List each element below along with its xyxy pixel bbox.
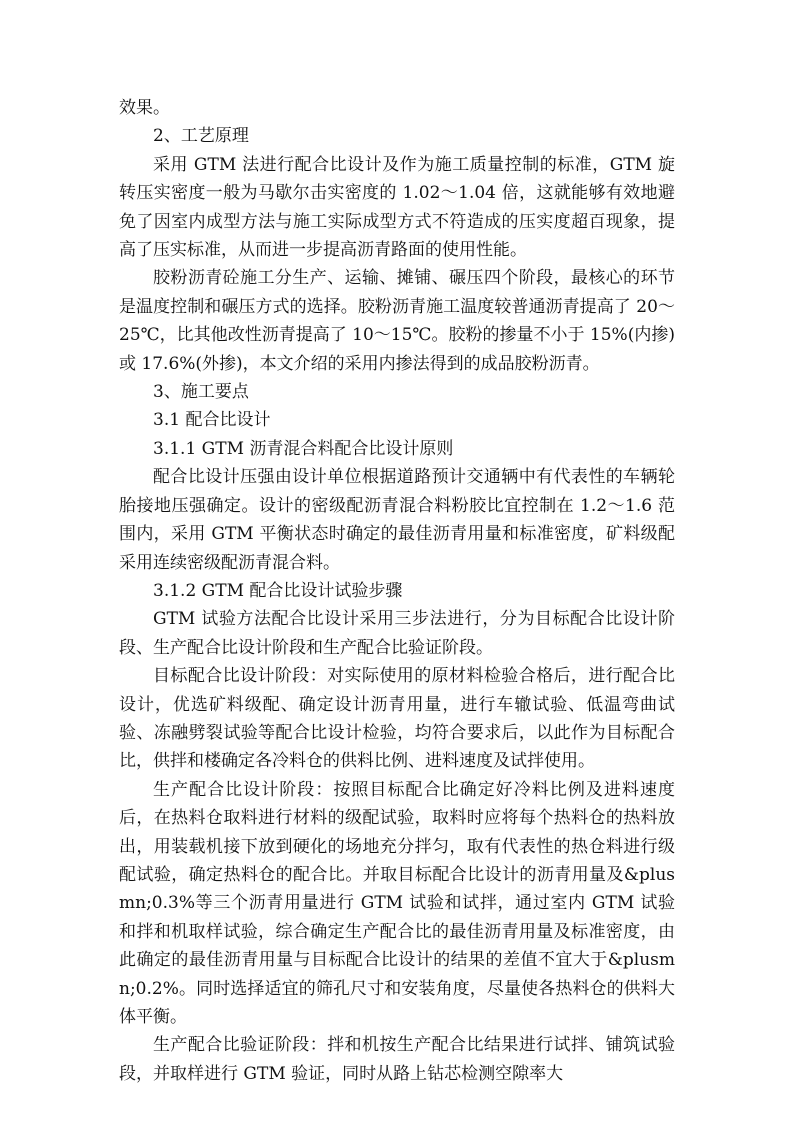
paragraph-effect-continuation: 效果。: [119, 98, 170, 118]
document-body: [119, 94, 675, 1088]
paragraph-gtm-method: 采用 GTM 法进行配合比设计及作为施工质量控制的标准，GTM 旋转压实密度一般为马歇尔击实密度的 1.02～1.04 倍，这就能够有效地避免了因室内成型方法与施工实际成型方式不符造成的压实度超百现象，提高了压实标准，从而进一步提高沥青路面的使用性能。: [119, 154, 675, 261]
subsection-heading-mix-design: 3.1 配合比设计: [153, 410, 271, 431]
section-heading-process-principle: 2、工艺原理: [153, 126, 249, 147]
subsection-heading-design-principles: 3.1.1 GTM 沥青混合料配合比设计原则: [153, 438, 454, 459]
paragraph-target-mix-stage: 目标配合比设计阶段：对实际使用的原材料检验合格后，进行配合比设计，优选矿料级配、确定设计沥青用量，进行车辙试验、低温弯曲试验、冻融劈裂试验等配合比设计检验，均符合要求后，以此作为目标配合比，供拌和楼确定各冷料仓的供料比例、进料速度及试拌使用。: [119, 666, 675, 772]
paragraph-design-pressure: 配合比设计压强由设计单位根据道路预计交通辆中有代表性的车辆轮胎接地压强确定。设计的密级配沥青混合料粉胶比宜控制在 1.2～1.6 范围内，采用 GTM 平衡状态时确定的最佳沥青用量和标准密度，矿料级配采用连续密级配沥青混合料。: [119, 467, 675, 573]
section-heading-construction-points: 3、施工要点: [153, 382, 249, 403]
paragraph-rubber-asphalt-construction: 胶粉沥青砼施工分生产、运输、摊铺、碾压四个阶段，最核心的环节是温度控制和碾压方式的选择。胶粉沥青施工温度较普通沥青提高了 20～25℃，比其他改性沥青提高了 10～15℃。胶粉的掺量不小于 15%(内掺)或 17.6%(外掺)，本文介绍的采用内掺法得到的成品胶粉沥青。: [119, 268, 675, 374]
subsection-heading-test-steps: 3.1.2 GTM 配合比设计试验步骤: [153, 580, 403, 601]
paragraph-production-verification-stage: 生产配合比验证阶段：拌和机按生产配合比结果进行试拌、铺筑试验段，并取样进行 GTM 验证，同时从路上钻芯检测空隙率大: [119, 1035, 675, 1084]
paragraph-production-mix-stage: 生产配合比设计阶段：按照目标配合比确定好冷料比例及进料速度后，在热料仓取料进行材料的级配试验，取料时应将每个热料仓的热料放出，用装载机接下放到硬化的场地充分拌匀，取有代表性的热仓料进行级配试验，确定热料仓的配合比。并取目标配合比设计的沥青用量及&plusmn;0.3%等三个沥青用量进行 GTM 试验和试拌，通过室内 GTM 试验和拌和机取样试验，综合确定生产配合比的最佳沥青用量及标准密度，由此确定的最佳沥青用量与目标配合比设计的结果的差值不宜大于&plusmn;0.2%。同时选择适宜的筛孔尺寸和安装角度，尽量使各热料仓的供料大体平衡。: [119, 779, 675, 1027]
paragraph-three-step-method: GTM 试验方法配合比设计采用三步法进行，分为目标配合比设计阶段、生产配合比设计阶段和生产配合比验证阶段。: [119, 609, 675, 658]
